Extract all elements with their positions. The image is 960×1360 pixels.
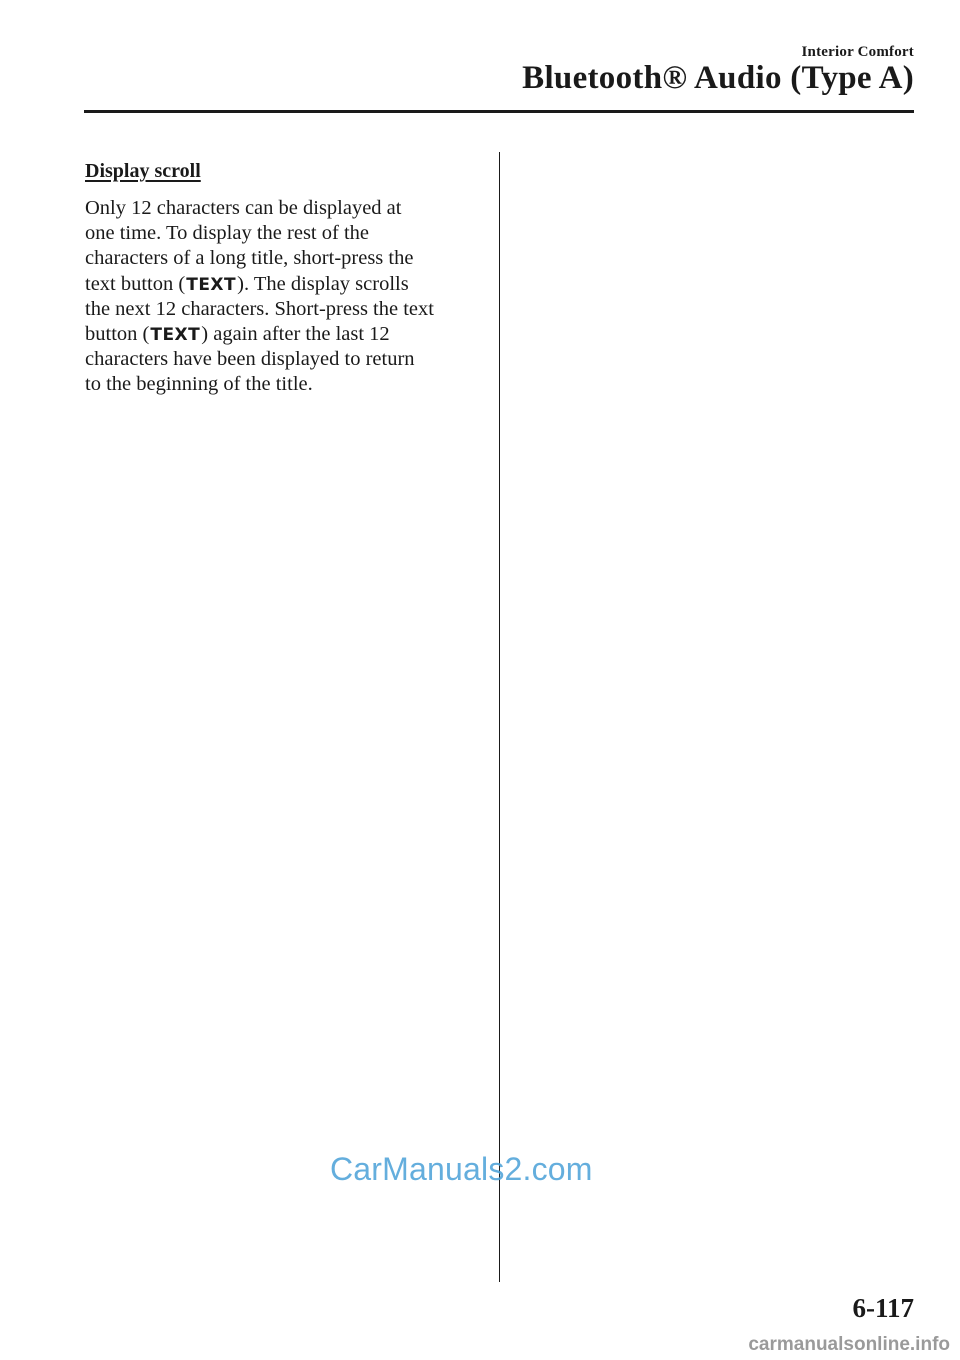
running-section-label: Interior Comfort — [801, 44, 914, 60]
header-rule — [84, 110, 914, 113]
text-button-icon: TEXT — [186, 274, 237, 295]
text-line — [85, 322, 485, 347]
text-line: one time. To display the rest of the — [85, 222, 369, 245]
text-line-part: ) again after the last 12 — [201, 323, 390, 346]
watermark: CarManuals2.com — [330, 1151, 593, 1187]
text-line: characters have been displayed to return — [85, 348, 415, 371]
text-button-icon: TEXT — [150, 325, 201, 346]
text-line: characters of a long title, short-press the — [85, 247, 414, 270]
text-line-part: button ( — [85, 323, 150, 346]
text-line: the next 12 characters. Short-press the text — [85, 297, 434, 320]
text-line: to the beginning of the title. — [85, 373, 313, 396]
chapter-title: Bluetooth® Audio (Type A) — [522, 60, 914, 96]
text-line: Only 12 characters can be displayed at — [85, 197, 402, 219]
text-line — [85, 272, 485, 297]
column-divider — [499, 152, 500, 1282]
left-column — [85, 157, 485, 398]
section-heading: Display scroll — [85, 160, 201, 182]
text-line-part: ). The display scrolls — [237, 272, 409, 295]
page-number: 6-117 — [852, 1293, 914, 1323]
text-line-part: text button ( — [85, 272, 186, 295]
footer-site-link[interactable]: carmanualsonline.info — [748, 1334, 950, 1355]
body-paragraph — [85, 196, 485, 398]
